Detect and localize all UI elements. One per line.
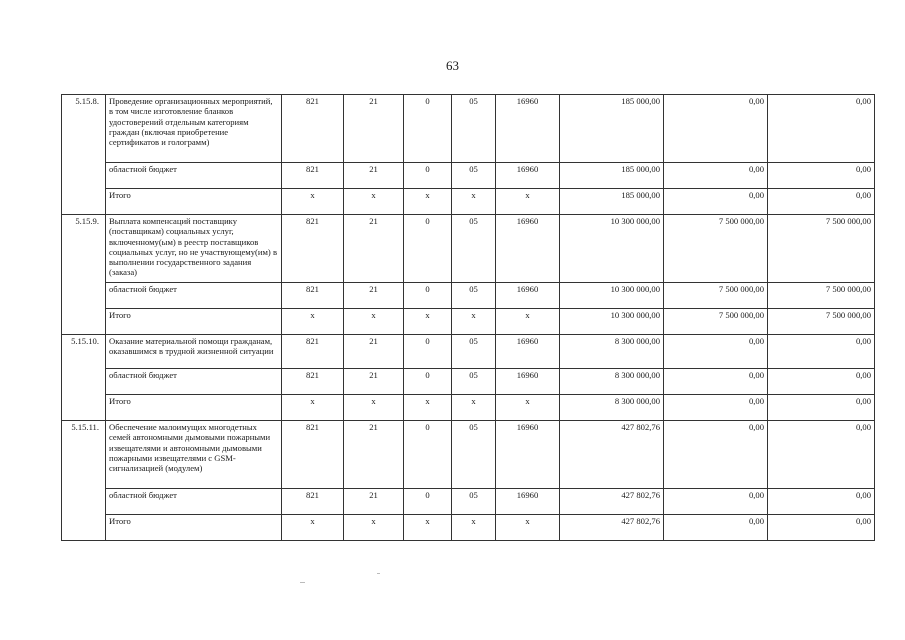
code-admin: 821 <box>282 369 344 395</box>
code-target: х <box>452 309 496 335</box>
code-admin: 821 <box>282 95 344 163</box>
code-admin: 821 <box>282 335 344 369</box>
table-row-budget <box>62 283 875 309</box>
code-section: 21 <box>344 335 404 369</box>
activity-name: Обеспечение малоимущих многодетных семей автономными дымовыми пожарными извещателями и автономными дымовыми пожарными извещателями с GSM-сигнализацией (модулем) <box>106 421 282 489</box>
amount-year-3: 0,00 <box>768 515 875 541</box>
code-section: 21 <box>344 489 404 515</box>
row-index: 5.15.11. <box>62 421 106 541</box>
code-section: 21 <box>344 95 404 163</box>
code-type: х <box>496 515 560 541</box>
code-section: х <box>344 515 404 541</box>
row-index: 5.15.9. <box>62 215 106 335</box>
amount-year-2: 0,00 <box>664 421 768 489</box>
budget-source: областной бюджет <box>106 369 282 395</box>
code-target: 05 <box>452 335 496 369</box>
code-admin: х <box>282 189 344 215</box>
amount-year-1: 427 802,76 <box>560 515 664 541</box>
code-section: х <box>344 395 404 421</box>
table-row-main <box>62 215 875 283</box>
table-row-total <box>62 189 875 215</box>
amount-year-3: 0,00 <box>768 163 875 189</box>
code-type: 16960 <box>496 421 560 489</box>
code-subsection: х <box>404 395 452 421</box>
code-admin: 821 <box>282 215 344 283</box>
code-target: 05 <box>452 421 496 489</box>
amount-year-3: 0,00 <box>768 489 875 515</box>
code-type: х <box>496 309 560 335</box>
code-admin: х <box>282 395 344 421</box>
code-subsection: х <box>404 309 452 335</box>
code-target: 05 <box>452 95 496 163</box>
amount-year-2: 0,00 <box>664 163 768 189</box>
code-type: 16960 <box>496 163 560 189</box>
budget-table <box>61 94 875 541</box>
amount-year-2: 0,00 <box>664 515 768 541</box>
code-subsection: 0 <box>404 335 452 369</box>
code-section: 21 <box>344 215 404 283</box>
code-type: 16960 <box>496 335 560 369</box>
code-section: 21 <box>344 421 404 489</box>
table-row-total <box>62 515 875 541</box>
amount-year-2: 0,00 <box>664 489 768 515</box>
budget-source: областной бюджет <box>106 163 282 189</box>
code-subsection: 0 <box>404 283 452 309</box>
table-row-budget <box>62 489 875 515</box>
row-index: 5.15.10. <box>62 335 106 421</box>
code-subsection: 0 <box>404 369 452 395</box>
amount-year-3: 0,00 <box>768 395 875 421</box>
code-target: 05 <box>452 215 496 283</box>
code-target: х <box>452 189 496 215</box>
amount-year-1: 185 000,00 <box>560 95 664 163</box>
amount-year-2: 7 500 000,00 <box>664 309 768 335</box>
amount-year-2: 7 500 000,00 <box>664 215 768 283</box>
table-row-main <box>62 95 875 163</box>
amount-year-3: 0,00 <box>768 189 875 215</box>
amount-year-3: 7 500 000,00 <box>768 283 875 309</box>
code-target: 05 <box>452 283 496 309</box>
code-section: 21 <box>344 163 404 189</box>
row-index: 5.15.8. <box>62 95 106 215</box>
activity-name: Проведение организационных мероприятий, в том числе изготовление бланков удостоверений отдельным категориям граждан (включая приобретение сертификатов и голограмм) <box>106 95 282 163</box>
code-subsection: 0 <box>404 95 452 163</box>
code-type: х <box>496 189 560 215</box>
table-row-budget <box>62 369 875 395</box>
code-subsection: 0 <box>404 489 452 515</box>
scan-mark <box>377 573 380 574</box>
code-admin: 821 <box>282 283 344 309</box>
code-type: 16960 <box>496 489 560 515</box>
amount-year-2: 0,00 <box>664 395 768 421</box>
table-row-total <box>62 309 875 335</box>
code-admin: х <box>282 309 344 335</box>
amount-year-3: 0,00 <box>768 369 875 395</box>
table-row-budget <box>62 163 875 189</box>
total-label: Итого <box>106 395 282 421</box>
amount-year-1: 185 000,00 <box>560 163 664 189</box>
code-subsection: 0 <box>404 421 452 489</box>
amount-year-3: 7 500 000,00 <box>768 309 875 335</box>
code-subsection: 0 <box>404 215 452 283</box>
total-label: Итого <box>106 515 282 541</box>
budget-source: областной бюджет <box>106 489 282 515</box>
amount-year-3: 0,00 <box>768 95 875 163</box>
amount-year-1: 8 300 000,00 <box>560 369 664 395</box>
activity-name: Оказание материальной помощи гражданам, оказавшимся в трудной жизненной ситуации <box>106 335 282 369</box>
amount-year-2: 0,00 <box>664 335 768 369</box>
amount-year-1: 8 300 000,00 <box>560 395 664 421</box>
table-row-main <box>62 335 875 369</box>
table-row-main <box>62 421 875 489</box>
amount-year-1: 10 300 000,00 <box>560 283 664 309</box>
code-target: 05 <box>452 369 496 395</box>
amount-year-1: 185 000,00 <box>560 189 664 215</box>
budget-source: областной бюджет <box>106 283 282 309</box>
amount-year-3: 7 500 000,00 <box>768 215 875 283</box>
code-subsection: х <box>404 515 452 541</box>
code-subsection: 0 <box>404 163 452 189</box>
amount-year-1: 10 300 000,00 <box>560 309 664 335</box>
table-row-total <box>62 395 875 421</box>
code-admin: 821 <box>282 489 344 515</box>
code-section: 21 <box>344 283 404 309</box>
code-type: 16960 <box>496 369 560 395</box>
code-type: 16960 <box>496 215 560 283</box>
code-section: х <box>344 309 404 335</box>
amount-year-2: 0,00 <box>664 189 768 215</box>
code-subsection: х <box>404 189 452 215</box>
code-target: 05 <box>452 489 496 515</box>
code-section: 21 <box>344 369 404 395</box>
code-admin: 821 <box>282 421 344 489</box>
scan-mark <box>300 582 305 583</box>
code-type: 16960 <box>496 95 560 163</box>
activity-name: Выплата компенсаций поставщику (поставщикам) социальных услуг, включенному(ым) в реестр поставщиков социальных услуг, но не участвующему(им) в выполнении государственного задания (заказа) <box>106 215 282 283</box>
amount-year-1: 10 300 000,00 <box>560 215 664 283</box>
code-type: 16960 <box>496 283 560 309</box>
total-label: Итого <box>106 309 282 335</box>
page-number: 63 <box>446 58 459 73</box>
amount-year-3: 0,00 <box>768 421 875 489</box>
code-target: х <box>452 515 496 541</box>
amount-year-3: 0,00 <box>768 335 875 369</box>
amount-year-1: 427 802,76 <box>560 489 664 515</box>
code-target: 05 <box>452 163 496 189</box>
code-admin: х <box>282 515 344 541</box>
amount-year-1: 427 802,76 <box>560 421 664 489</box>
amount-year-2: 0,00 <box>664 95 768 163</box>
amount-year-2: 7 500 000,00 <box>664 283 768 309</box>
code-type: х <box>496 395 560 421</box>
amount-year-2: 0,00 <box>664 369 768 395</box>
code-admin: 821 <box>282 163 344 189</box>
code-target: х <box>452 395 496 421</box>
total-label: Итого <box>106 189 282 215</box>
amount-year-1: 8 300 000,00 <box>560 335 664 369</box>
code-section: х <box>344 189 404 215</box>
